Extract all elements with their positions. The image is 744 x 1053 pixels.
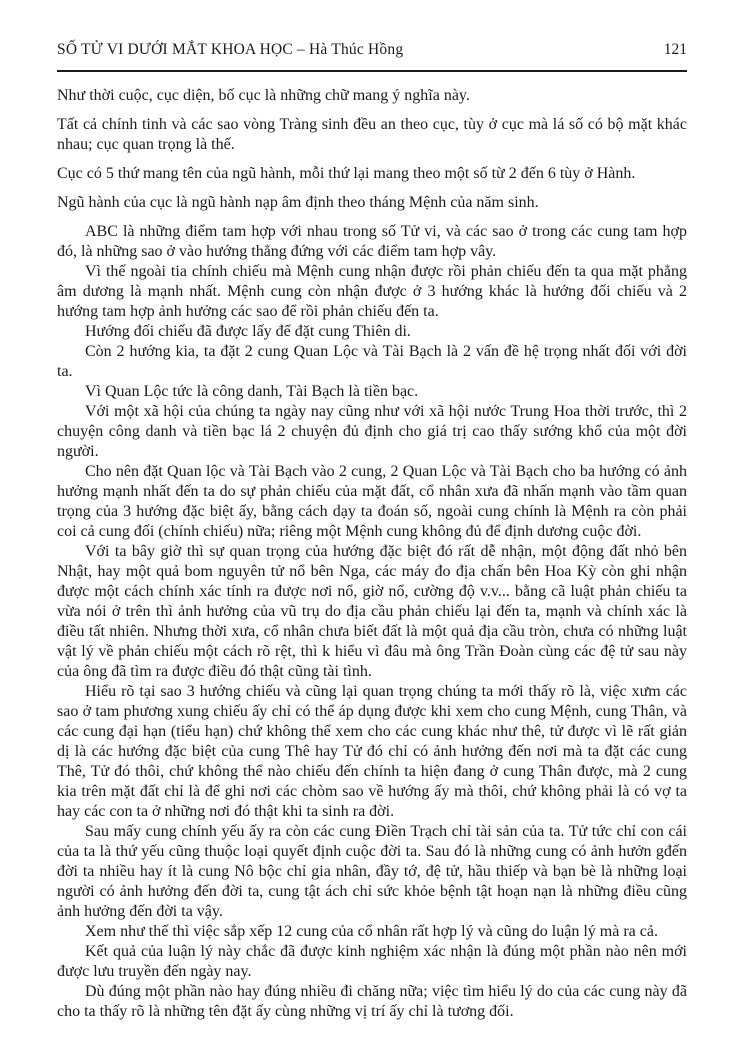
- page-body: [57, 86, 687, 1022]
- paragraph: Hiểu rõ tại sao 3 hướng chiếu và cũng lại quan trọng chúng ta mới thấy rõ là, việc xưm các sao ở tam phương xung chiếu ấy chỉ có thể áp dụng được khi xem cho cung Mệnh, cung Thân, và các cung đại hạn (tiểu hạn) chứ không thể xem cho các cung khác như thê, tử được vì lẽ rất giản dị là các hướng đặc biệt của cung Thê hay Tử đó chỉ có ảnh hưởng đến nơi mà ta đặt các cung Thê, Tử đó thôi, chứ không thể nào chiếu đến chính ta hiện đang ở cung Thân được, mà 2 cung kia trên mặt đất chỉ là để ghi nơi các chòm sao về hướng ấy mà thôi, chứ không phải là có vợ ta hay các con ta ở những nơi đó thật khi ta sinh ra đời.: [57, 683, 687, 820]
- paragraph: Cục có 5 thứ mang tên của ngũ hành, mỗi thứ lại mang theo một số từ 2 đến 6 tùy ở Hành.: [57, 165, 636, 182]
- paragraph: Xem như thế thì việc sắp xếp 12 cung của cổ nhân rất hợp lý và cũng do luận lý mà ra cả.: [85, 923, 658, 940]
- paragraph: Vì thế ngoài tia chính chiếu mà Mệnh cung nhận được rồi phản chiếu đến ta qua mặt phẳng âm dương là mạnh nhất. Mệnh cung còn nhận được ở 3 hướng khác là hướng đối chiếu và 2 hướng tam hợp ảnh hưởng các sao để rồi phản chiếu đến ta.: [57, 263, 687, 320]
- paragraph: Cho nên đặt Quan lộc và Tài Bạch vào 2 cung, 2 Quan Lộc và Tài Bạch cho ba hướng có ảnh hưởng mạnh nhất đến ta do sự phản chiếu của mặt đất, cổ nhân xưa đã nhấn mạnh vào tầm quan trọng của 3 hướng đặc biệt ấy, bằng cách dạy ta đoán số, ngoài cung chính là Mệnh ra còn phải coi cả cung đối (chính chiếu) nữa; riêng một Mệnh cung không đủ để định dương cuộc đời.: [57, 463, 687, 540]
- paragraph: Với ta bây giờ thì sự quan trọng của hướng đặc biệt đó rất dễ nhận, một động đất nhỏ bên Nhật, hay một quả bom nguyên tử nổ bên Nga, các máy đo địa chấn bên Hoa Kỳ còn ghi nhận được một cách chính xác tính ra được nơi nổ, giờ nổ, cường độ v.v... bằng cã luật phản chiếu ta vừa nói ở trên thì ảnh hưởng của vũ trụ do địa cầu phản chiếu lại đến ta, mạnh và chính xác là điều tất nhiên. Nhưng thời xưa, cổ nhân chưa biết đất là một quả địa cầu tròn, chưa có những luật vật lý về phản chiếu một cách rõ rệt, thì k hiểu vì đâu mà ông Trần Đoàn cùng các đệ tử sau này của ông đã tìm ra được điều đó thật cũng tài tình.: [57, 543, 687, 680]
- paragraph: Sau mấy cung chính yếu ấy ra còn các cung Điền Trạch chỉ tài sản của ta. Tử tức chỉ con cái của ta là thứ yếu cũng thuộc loại quyết định cuộc đời ta. Sau đó là những cung có ảnh hưởn gđến đời ta nhiều hay ít là cung Nô bộc chỉ gia nhân, đầy tớ, đệ tử, hầu thiếp và bạn bè là những loại người có ảnh hưởng đến đời ta, cung tật ách chỉ sức khỏe bệnh tật hoạn nạn là những điều cũng ảnh hưởng đến đời ta vậy.: [57, 823, 687, 920]
- paragraph: Dù đúng một phần nào hay đúng nhiều đi chăng nữa; việc tìm hiểu lý do của các cung này đã cho ta thấy rõ là những tên đặt ấy cùng những vị trí ấy chỉ là tương đối.: [57, 983, 687, 1020]
- page-header: [57, 40, 687, 72]
- paragraph: Vì Quan Lộc tức là công danh, Tài Bạch là tiền bạc.: [85, 383, 419, 400]
- page-number: 121: [663, 41, 687, 58]
- paragraph: Với một xã hội của chúng ta ngày nay cũng như với xã hội nước Trung Hoa thời trước, thì 2 chuyện công danh và tiền bạc lá 2 chuyện đủ định cho giá trị cao thấy sướng khổ của một đời người.: [57, 403, 687, 460]
- paragraph: Hướng đối chiếu đã được lấy để đặt cung Thiên di.: [85, 323, 411, 340]
- paragraph: Tất cả chính tinh và các sao vòng Tràng sinh đều an theo cục, tùy ở cục mà lá số có bộ mặt khác nhau; cục quan trọng là thế.: [57, 116, 687, 153]
- paragraph: Kết quả của luận lý này chắc đã được kinh nghiệm xác nhận là đúng một phần nào nên mới được lưu truyền đến ngày nay.: [57, 943, 687, 980]
- paragraph: ABC là những điểm tam hợp với nhau trong số Tử vi, và các sao ở trong các cung tam hợp đó, là những sao ở vào hướng thẳng đứng với các điểm tam hợp vây.: [57, 223, 687, 260]
- paragraph: Còn 2 hướng kia, ta đặt 2 cung Quan Lộc và Tài Bạch là 2 vấn đề hệ trọng nhất đối với đời ta.: [57, 343, 687, 380]
- running-title: SỐ TỬ VI DƯỚI MẮT KHOA HỌC – Hà Thúc Hồng: [57, 41, 404, 58]
- paragraph: Ngũ hành của cục là ngũ hành nạp âm định theo tháng Mệnh của năm sinh.: [57, 194, 539, 211]
- paragraph: Như thời cuộc, cục diện, bố cục là những chữ mang ý nghĩa này.: [57, 87, 470, 104]
